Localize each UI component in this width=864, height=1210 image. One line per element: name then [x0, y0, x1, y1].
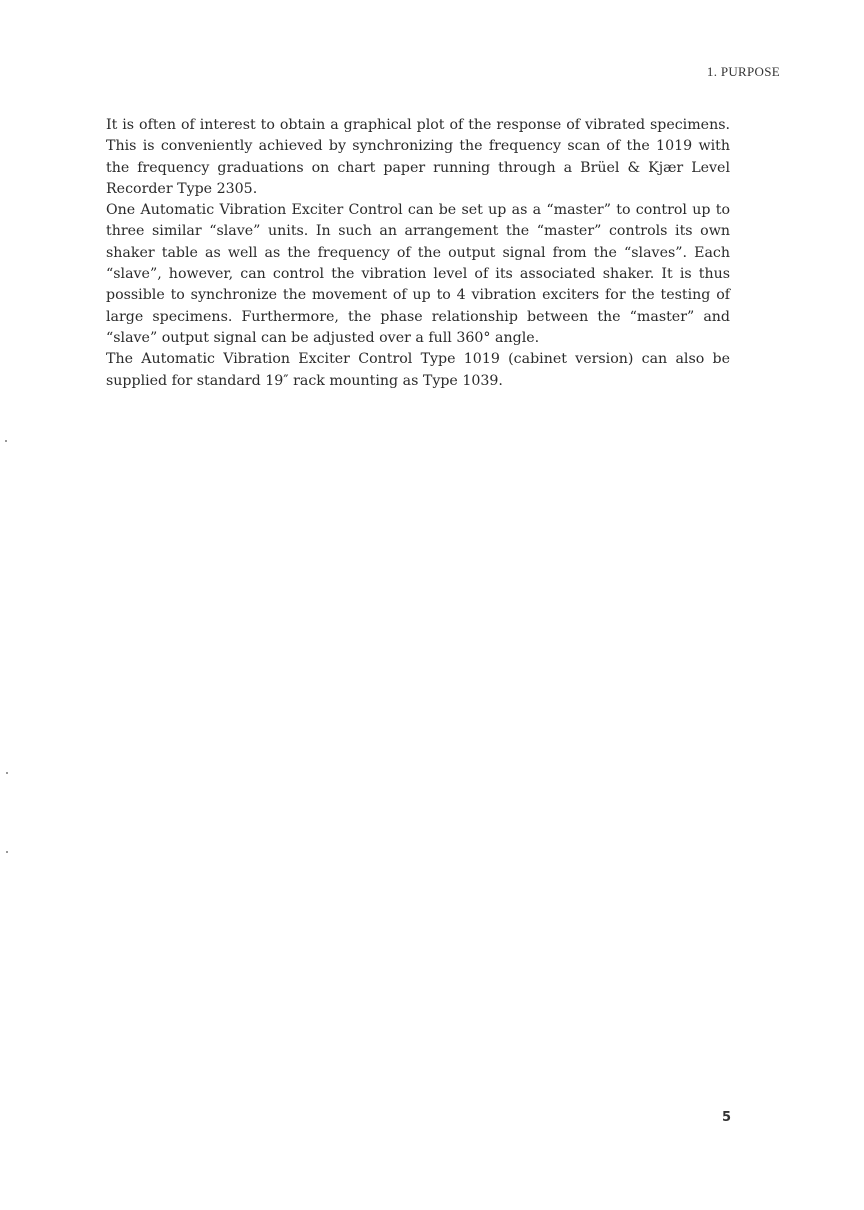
scan-speck	[6, 851, 8, 853]
section-title: 1. PURPOSE	[706, 64, 780, 79]
paragraph-rack-mounting: The Automatic Vibration Exciter Control Type 1019 (cabinet version) can also be supplied for standard 19″ rack mounting as Type 1039.	[106, 351, 730, 389]
page-number: 5	[722, 1110, 732, 1125]
paragraph-graphical-plot: It is often of interest to obtain a graphical plot of the response of vibrated specimens. This is conveniently achieved by synchronizing the frequency scan of the 1019 with the frequency graduations on chart paper running through a Brüel & Kjær Level Recorder Type 2305.	[106, 117, 730, 197]
scan-speck	[6, 772, 8, 774]
paragraph-master-slave: One Automatic Vibration Exciter Control can be set up as a “master” to control up to three similar “slave” units. In such an arrangement the “master” controls its own shaker table as well as the frequency of the output signal from the “slaves”. Each “slave”, however, can control the vibration level of its associated shaker. It is thus possible to synchronize the movement of up to 4 vibration exciters for the testing of large specimens. Furthermore, the phase relationship between the “master” and “slave” output signal can be adjusted over a full 360° angle.	[106, 202, 730, 346]
scan-speck	[5, 440, 7, 442]
body-text	[106, 115, 730, 392]
